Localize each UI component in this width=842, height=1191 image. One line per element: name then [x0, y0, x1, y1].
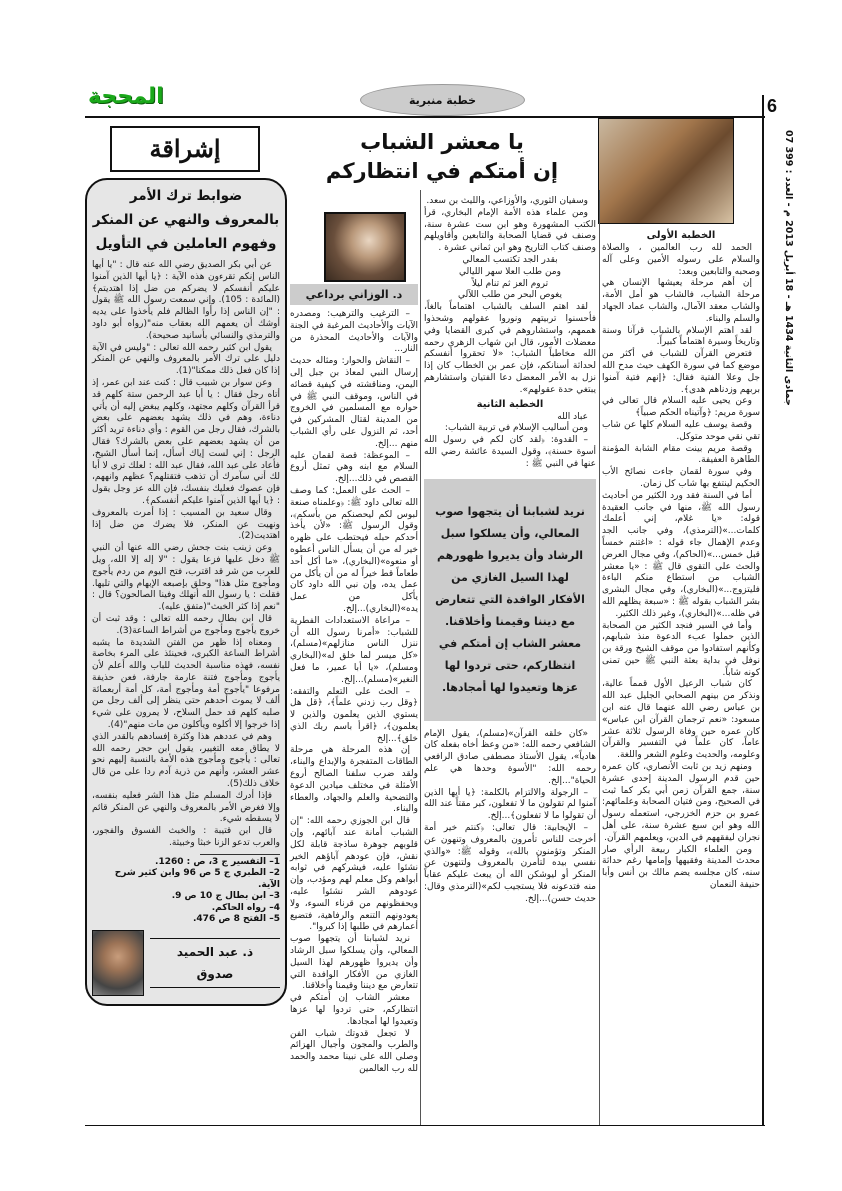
paragraph: وعن زينب بنت جحش رضي الله عنها أن النبي ﷺ دخل عليها فزعا يقول : "لا إله إلا الله، ويل للعرب من شر قد اقترب، فتح اليوم من ردم يأجوج ومأجوج مثل هذا" وحلق بإصبعه الإبهام والتي تليها. فقلت : يا رسول الله أنهلك وفينا الصالحون؟ قال : "نعم إذا كثر الخبث"(متفق عليه). — [92, 543, 280, 613]
author-name-line: ذ. عبد الحميد — [176, 944, 254, 959]
margin-rule — [762, 95, 764, 1125]
author-name-line: صدوق — [196, 966, 234, 981]
sidebar-title-line: ضوابط ترك الأمر — [129, 188, 243, 204]
paragraph: وأما في السير فنجد الكثير من الصحابة الذين حملوا عبء الدعوة منذ شبابهم، وكأنهم استفادوا من موقف الشيخ ورقة بن نوفل في بداية بعثة النبي ﷺ حين تمنى كونه شاباً. — [602, 620, 760, 678]
paragraph: ومن علماء هذه الأمة الإمام البخاري، قرأ الكتب المشهورة وهو ابن ست عشرة سنة، وصنف في قضايا الصحابة والتابعين وأقاويلهم وصنف كتاب التاريخ وهو ابن ثماني عشرة . — [424, 207, 596, 254]
paragraph: ومن العلماء الكبار ربيعة الرأي صار محدث المدينة وفقيهها وإمامها رغم حداثة سنه، كان مجلسه يضم مالك بن أنس وأبا حنيفة النعمان — [602, 844, 760, 891]
article-column-2 — [424, 196, 596, 905]
pull-quote: نريد لشبابنا أن يتجهوا صوب المعالي، وأن يسلكوا سبل الرشاد وأن يديروا ظهورهم لهذا السيل الغازي من الأفكار الوافدة التي تتعارض مع ديننا وقيمنا وأخلاقنا. معشر الشاب إن أمتكم في انتظاركم، حتى تردوا لها عزها وتعيدوا لها أمجادها. — [424, 479, 596, 721]
sidebar-title-line: بالمعروف والنهي عن المنكر — [92, 212, 280, 228]
column-rule — [599, 190, 600, 1125]
section-heading: الخطبة الثانية — [476, 398, 544, 410]
paragraph: – النقاش والحوار: ومثاله حديث إرسال النبي لمعاذ بن جبل إلى اليمن، ومناقشته في كيفية قضائه في الناس، وموقف النبي ﷺ في حواره مع المسلمين في الخروج من المدينة لقتال المشركين في أحد، ثم النزول على رأي الشباب منهم ...إلخ. — [290, 356, 418, 449]
paragraph: – القدوة: ﴿لقد كان لكم في رسول الله أسوة حسنة﴾، وقول السيدة عائشة رضي الله عنها في النبي ﷺ : — [424, 435, 596, 469]
sidebar-title-line: وفهوم العاملين في التأويل — [95, 236, 277, 252]
article-column-1 — [602, 228, 760, 892]
sidebar-title — [92, 184, 280, 256]
paragraph: – الرجولة والالتزام بالكلمة: ﴿يا أيها الذين آمنوا لم تقولون ما لا تفعلون، كبر مقتاً عند الله أن تقولوا ما لا تفعلون﴾...إلخ. — [424, 787, 596, 822]
newspaper-logo: المحجة — [88, 84, 164, 109]
author-name: د. الوزاني برداعي — [290, 284, 418, 305]
paragraph: نريد لشبابنا أن يتجهوا صوب المعالي، وأن يسلكوا سبل الرشاد وأن يديروا ظهورهم لهذا السيل الغازي من الأفكار الوافدة التي تتعارض مع ديننا وقيمنا وأخلاقنا. — [290, 934, 418, 992]
author-photo — [324, 212, 406, 282]
paragraph: قال ابن بطال رحمه الله تعالى : وقد ثبت أن خروج يأجوج ومأجوج من أشراط الساعة(3). — [92, 613, 280, 636]
paragraph: «كان خلقه القرآن»(مسلم)، يقول الإمام الشافعي رحمه الله: «من وعظ أخاه بفعله كان هادياً»، يقول الأستاذ مصطفى صادق الرافعي رحمه الله: "الأسوة وحدها هي علم الحياة"...إلخ. — [423, 728, 596, 786]
paragraph: قال ابن الجوزي رحمه الله: "إن الشباب أمانة عند آبائهم، وإن قلوبهم جوهرة ساذجة قابلة لكل نقش، فإن عودهم آباؤهم الخير نشئوا عليه، فيشركهم في ثوابه أبواهم وكل معلم لهم ومؤدب، وإن عودوهم الشر نشئوا عليه، ويحفظونهم من قرناء السوء، ولا يعودونهم التنعم والرفاهية، فتضيع أعمارهم في طلبها إذا كبروا". — [290, 816, 418, 933]
paragraph: فإذا أدرك المسلم مثل هذا الشر فعليه بنفسه، وإلا فغرض الأمر بالمعروف والنهي عن المنكر قائم لا يسقطه شيء. — [92, 790, 280, 825]
paragraph: ومعناه إذا ظهر من الفتن الشديدة ما يشبه أشراط الساعة الكبرى، فحينئذ على المرء بخاصة نفسه، فهذه مناسبة الحديث للباب والله أعلم لأن يأجوج ومأجوج فتنة عارمة جارفة، فعن حذيفة مرفوعا "يأجوج أمة ومأجوج أمة، كل أمة أربعمائة ألف لا يموت أحدهم حتى ينظر إلى ألف رجل من صلبه كلهم قد حمل السلاح، لا يمرون على شيء إذا خرجوا إلا أكلوه ويأكلون من مات منهم"(4). — [92, 637, 280, 731]
column-logo: إشراقة — [110, 126, 260, 172]
section-label: خطبة منبرية — [360, 84, 525, 116]
paragraph: فتعرض القرآن للشباب في أكثر من موضع كما في سورة الكهف حيث مدح الله جل وعلا الفتية فقال: ﴿إنهم فتية آمنوا بربهم وزدناهم هدى﴾. — [602, 349, 760, 395]
section-heading: الخطبة الأولى — [646, 230, 716, 241]
paragraph: وقصة يوسف عليه السلام كلها عن شاب تقي نقي موحد متوكل. — [602, 419, 760, 442]
sidebar-box — [85, 178, 287, 1006]
paragraph: ومنهم زيد بن ثابت الأنصاري، كان عمره حين قدم الرسول المدينة إحدى عشرة سنة، جمع القرآن زمن أبي بكر كما ثبت في الصحيح، ومن فتيان الصحابة وعلمائهم: عمرو بن حزم الخزرجي، استعمله رسول الله وهو ابن سبع عشرة سنة، على أهل نجران ليفقههم في الدين، ويعلمهم القرآن. — [602, 762, 760, 843]
sidebar-author-photo — [92, 930, 144, 996]
paragraph: – الموعظة: قصة لقمان عليه السلام مع ابنه وهي تمثل أروع القصص في ذلك...إلخ. — [290, 450, 418, 485]
column-rule — [420, 190, 421, 1125]
poem-verse: تروم العز ثم تنام ليلاً — [471, 278, 549, 289]
sidebar-body — [92, 260, 280, 850]
mimbar-image — [598, 118, 734, 224]
poem-verse: ومن طلب العلا سهر الليالي — [459, 266, 561, 277]
footnote: 1– التفسير ج 3، ص : 1260. — [155, 856, 280, 867]
footnotes — [92, 857, 280, 926]
paragraph: قال ابن قتيبة : والخبث الفسوق والفجور، والعرب تدعو الزنا خبثا وخبيثة. — [92, 826, 280, 849]
paragraph: عن أبي بكر الصديق رضي الله عنه قال : "يا أيها الناس إنكم تقرءون هذه الآية : ﴿يا أيها الذين آمنوا عليكم أنفسكم لا يضركم من ضل إذا اهتديتم﴾(المائدة : 105). وإني سمعت رسول الله ﷺ يقول : "إن الناس إذا رأوا الظالم فلم يأخذوا على يديه أوشك أن يعمهم الله بعقاب منه"(رواه أبو داود والترمذي والنسائي بأسانيد صحيحة). — [92, 260, 280, 341]
paragraph: – الحث على العمل: كما وصف الله تعالى داود ﷺ: ﴿وعلمناه صنعة لبوس لكم ليحصنكم من بأسكم﴾، وقول الرسول ﷺ: «لأن يأخذ أحدكم حبله فيحتطب على ظهره خير له من أن يسأل الناس أعطوه أو منعوه»(البخاري)، «ما أكل أحد طعاماً قط خيراً له من أن يأكل من عمل يده، وإن نبي الله داود كان يأكل من عمل يده»(البخاري)...إلخ. — [290, 485, 418, 614]
paragraph: – الترغيب والترهيب: ومصدره الآيات والأحاديث المرغبة في الجنة والآيات والأحاديث المحذرة من النار... — [290, 309, 418, 355]
paragraph: وفي سورة لقمان جاءت نصائح الأب الحكيم لينتفع بها شاب كل زمان. — [602, 467, 760, 489]
footer-rule — [85, 1125, 765, 1126]
paragraph: وعن يحيى عليه السلام قال تعالى في سورة مريم: ﴿وآتيناه الحكم صبياً﴾ — [602, 396, 760, 419]
paragraph: – الحث على التعلم والتفقه: ﴿وقل رب زدني علماً﴾، ﴿قل هل يستوي الذين يعلمون والذين لا يعلمون﴾، ﴿اقرأ باسم ربك الذي خلق﴾...إلخ — [290, 686, 418, 744]
paragraph: عباد الله — [557, 411, 588, 422]
paragraph: لا تجعل قدوتك شباب الفن والطرب والمجون وأجيال الهزائم وصلى الله على نبينا محمد والحمد لله رب العالمين — [290, 1028, 418, 1074]
paragraph: الحمد لله رب العالمين ، والصلاة والسلام على رسوله الأمين وعلى آله وصحبه والتابعين وبعد: — [602, 243, 760, 277]
poem-verse: يغوص البحر من طلب اللآلي — [457, 290, 563, 301]
paragraph: – مراعاة الاستعدادات الفطرية للشباب: «أمرنا رسول الله أن ننزل الناس منازلهم»(مسلم)، «كل ميسر لما خلق له»(البخاري ومسلم)، «يا أبا عمير، ما فعل النغير»(مسلم)...إلخ. — [290, 615, 418, 685]
issue-date-line: 07 جمادى الثانية 1434 هـ - 18 أبريل 2013 م - العدد : 399 — [783, 130, 794, 406]
paragraph: لقد اهتم السلف بالشباب اهتماماً بالغاً، فأحسنوا تربيتهم ونوروا عقولهم وشحذوا هممهم، واستشاروهم في كبرى القضايا وفي معضلات الأمور، قال ابن شهاب الزهري رحمه الله مخاطباً الشباب: «لا تحقروا أنفسكم لحداثة أسنانكم، فإن عمر بن الخطاب كان إذا نزل به الأمر المعضل دعا الفتيان واستشارهم يبتغي حدة عقولهم». — [424, 302, 596, 395]
headline-line-2: إن أمتكم في انتظاركم — [325, 159, 559, 183]
paragraph: يقول ابن كثير رحمه الله تعالى : "وليس في الآية دليل على ترك الأمر بالمعروف والنهي عن المنكر إذا كان فعل ذلك ممكنا"(1). — [92, 342, 280, 377]
paragraph: وقال سعيد بن المسيب : إذا أمرت بالمعروف ونهيت عن المنكر، فلا يضرك من ضل إذا اهتديت(2). — [92, 507, 280, 542]
paragraph: لقد اهتم الإسلام بالشباب قرآنا وسنة وتاريخاً وسيرة اهتماماً كبيراً. — [602, 325, 760, 348]
paragraph: كان شباب الرعيل الأول قمماً عالية، ونذكر من بينهم الصحابي الجليل عبد الله بن عباس رضي الله عنهما قال عنه ابن مسعود: «نعم ترجمان القرآن ابن عباس» كان عمره حين وفاة الرسول ثلاثة عشر عاماً، كان علماً في التفسير والقرآن وعلومه، والحديث وعلوم الشعر واللغة. — [602, 679, 760, 761]
paragraph: وسفيان الثوري، والأوزاعي، والليث بن سعد. — [426, 196, 588, 206]
page-number: 6 — [767, 96, 778, 116]
article-column-3 — [290, 212, 418, 1076]
paragraph: وقصة مريم بينت مقام الشابة المؤمنة الطاهرة العفيفة. — [602, 443, 760, 466]
footnote: 4– رواه الحاكم. — [211, 902, 280, 913]
paragraph: إن هذه المرحلة هي مرحلة الطاقات المتفجرة والإبداع والبناء، ولقد ضرب سلفنا الصالح أروع الأمثلة في مختلف ميادين الدعوة والتضحية والعلم والجهاد، والعطاء والبناء. — [290, 745, 418, 815]
paragraph: – الإيجابية: قال تعالى: ﴿كنتم خير أمة أخرجت للناس تأمرون بالمعروف وتنهون عن المنكر وتؤمنون بالله﴾، وقوله ﷺ: «والذي نفسي بيده لتأمرن بالمعروف ولتنهون عن المنكر أو ليوشكن الله أن يبعث عليكم عقاباً منه فتدعونه فلا يستجيب لكم»(الترمذي وقال: حديث حسن)...إلخ. — [424, 822, 596, 904]
paragraph: وهم في عددهم هذا وكثرة إفسادهم بالقدر الذي لا يطاق معه التغيير، يقول ابن حجر رحمه الله تعالى : يأجوج ومأجوج هذه الأمة بالنسبة إليهم نحو عشر العشر، وأنهم من ذرية آدم ردا على من قال خلاف ذلك(5). — [92, 731, 280, 790]
poem-verse: بقدر الجد تكتسب المعالي — [462, 254, 558, 265]
paragraph: ومن أساليب الإسلام في تربية الشباب: — [444, 423, 588, 434]
footnote: 5– الفتح 8 ص 476. — [193, 914, 280, 925]
sidebar-author — [92, 930, 280, 996]
footnote: 2– الطبري ج 5 ص 96 وابن كثير شرح الآية. — [114, 868, 280, 890]
paragraph: معشر الشاب إن أمتكم في انتظاركم، حتى تردوا لها عزها وتعيدوا لها أمجادها. — [290, 993, 418, 1027]
headline — [292, 128, 592, 186]
paragraph: وعن سوار بن شبيب قال : كنت عند ابن عمر، إذ أتاه رجل فقال : يا أبا عبد الرحمن ستة كلهم قد قرأ القرآن وكلهم مجتهد، وكلهم يبغض إليه أن يأتي دناءة، وهم في ذلك يشهد بعضهم على بعض بالشرك، فقال رجل من القوم : وأي دناءة تريد أكثر من أن يشهد بعضهم على بعض بالشرك؟ فقال الرجل : إني لست إياك أسأل، إنما أسأل الشيخ، فأعاد على عبد الله، فقال عبد الله : لعلك ترى لا أبا لك أني سآمرك أن تذهب فتقتلهم؟ عظهم وانههم، فإن عصوك فعليك بنفسك، فإن الله عز وجل يقول : ﴿يا أيها الذين آمنوا عليكم أنفسكم﴾. — [92, 377, 280, 506]
sidebar-author-name — [150, 938, 280, 988]
headline-line-1: يا معشر الشباب — [360, 130, 524, 154]
paragraph: أما في السنة فقد ورد الكثير من أحاديث رسول الله ﷺ، منها في جانب العقيدة قوله: «يا غلام، إني أعلمك كلمات...»(الترمذي)، وفي جانب الجد وعدم الإهمال جاء قوله : «اغتنم خمساً قبل خمس...»(الحاكم)، وفي مجال العرض والحث على التقوى قال ﷺ : «يا معشر الشباب من استطاع منكم الباءة فليتزوج...»(البخاري)، وفي مجال البشرى بشر الشباب بقوله ﷺ : «سبعة يظلهم الله في ظله...»(البخاري)، وغير ذلك الكثير. — [602, 490, 760, 619]
paragraph: إن أهم مرحلة يعيشها الإنسان هي مرحلة الشباب، فالشاب هو أمل الأمة، والشاب معقد الآمال، والشاب عماد الجهاد والسلم والبناء. — [602, 278, 760, 324]
footnote: 3– ابن بطال ج 10 ص 9. — [171, 891, 280, 902]
footnote-rule — [200, 854, 280, 855]
